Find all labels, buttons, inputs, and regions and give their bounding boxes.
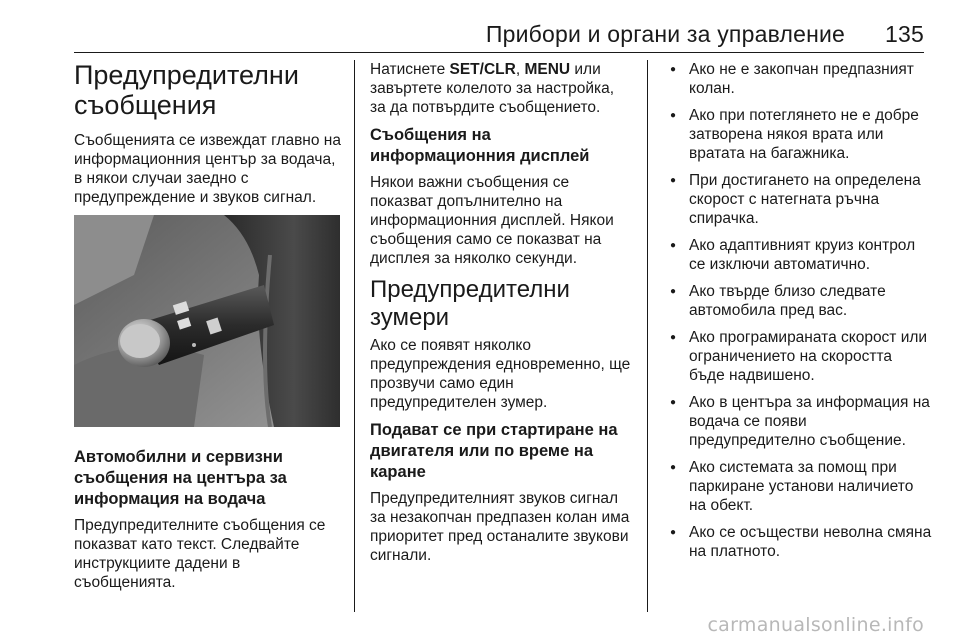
list-item: ● Ако се осъществи неволна смяна на платното.: [670, 523, 932, 561]
info-display-paragraph: Някои важни съобщения се показват допълнително на информационния дисплей. Някои съобщения само се показват на дисплея за няколко секунди.: [370, 174, 614, 267]
body-paragraph: Предупредителните съобщения се показват като текст. Следвайте инструкциите дадени в съобщенията.: [74, 517, 326, 591]
intro-paragraph: Съобщенията се извеждат главно на информационния център за водача, в някои случаи заедно с предупреждение и звуков сигнал.: [74, 132, 341, 206]
seatbelt-paragraph: Предупредителният звуков сигнал за незакопчан предпазен колан има приоритет пред останалите звукови сигнали.: [370, 490, 630, 564]
conditions-list: [670, 60, 932, 561]
list-item: ● Ако при потеглянето не е добре затворена някоя врата или вратата на багажника.: [670, 106, 932, 163]
column-right: [670, 60, 932, 569]
text-run: ,: [515, 61, 525, 78]
text-run: Натиснете: [370, 61, 450, 78]
list-item: ● При достигането на определена скорост с натегната ръчна спирачка.: [670, 171, 932, 228]
main-heading: [74, 60, 344, 120]
header-rule: [74, 52, 924, 53]
key-set-clr: SET/CLR: [449, 61, 516, 78]
subheading-vehicle-messages: Автомобилни и сервизни съобщения на центъра за информация на водача: [74, 448, 287, 508]
list-item: ● Ако програмираната скорост или ограничението на скоростта бъде надвишено.: [670, 328, 932, 385]
list-item: ● Ако твърде близо следвате автомобила пред вас.: [670, 282, 932, 320]
section-title: Прибори и органи за управление: [485, 21, 846, 47]
list-item: ● Ако в центъра за информация на водача се появи предупредително съобщение.: [670, 393, 932, 450]
watermark: carmanualsonline.info: [707, 614, 924, 636]
column-divider: [354, 60, 355, 612]
text-run: или завъртете колелото за настройка, за да потвърдите съобщението.: [370, 61, 615, 116]
page-number: 135: [885, 21, 924, 47]
list-item: ● Ако системата за помощ при паркиране установи наличието на обект.: [670, 458, 932, 515]
main-heading-line: Предупредителни: [74, 60, 299, 90]
list-item: ● Ако адаптивният круиз контрол се изключи автоматично.: [670, 236, 932, 274]
column-left: [74, 60, 344, 600]
buzzers-paragraph: Ако се появят няколко предупреждения едновременно, ще прозвучи само един предупредителен зумер.: [370, 337, 631, 411]
list-item: ● Ако не е закопчан предпазният колан.: [670, 60, 932, 98]
column-middle: [370, 60, 632, 573]
subheading-start-driving: Подават се при стартиране на двигателя или по време на каране: [370, 421, 618, 481]
main-heading-line: съобщения: [74, 90, 217, 120]
page-header: [36, 14, 924, 48]
column-divider: [647, 60, 648, 612]
steering-stalk-photo: [74, 215, 340, 427]
key-menu: MENU: [524, 61, 571, 78]
subheading-info-display: Съобщения на информационния дисплей: [370, 126, 590, 165]
heading-warning-buzzers: Предупредителни зумери: [370, 276, 570, 331]
confirm-paragraph: [370, 60, 632, 117]
